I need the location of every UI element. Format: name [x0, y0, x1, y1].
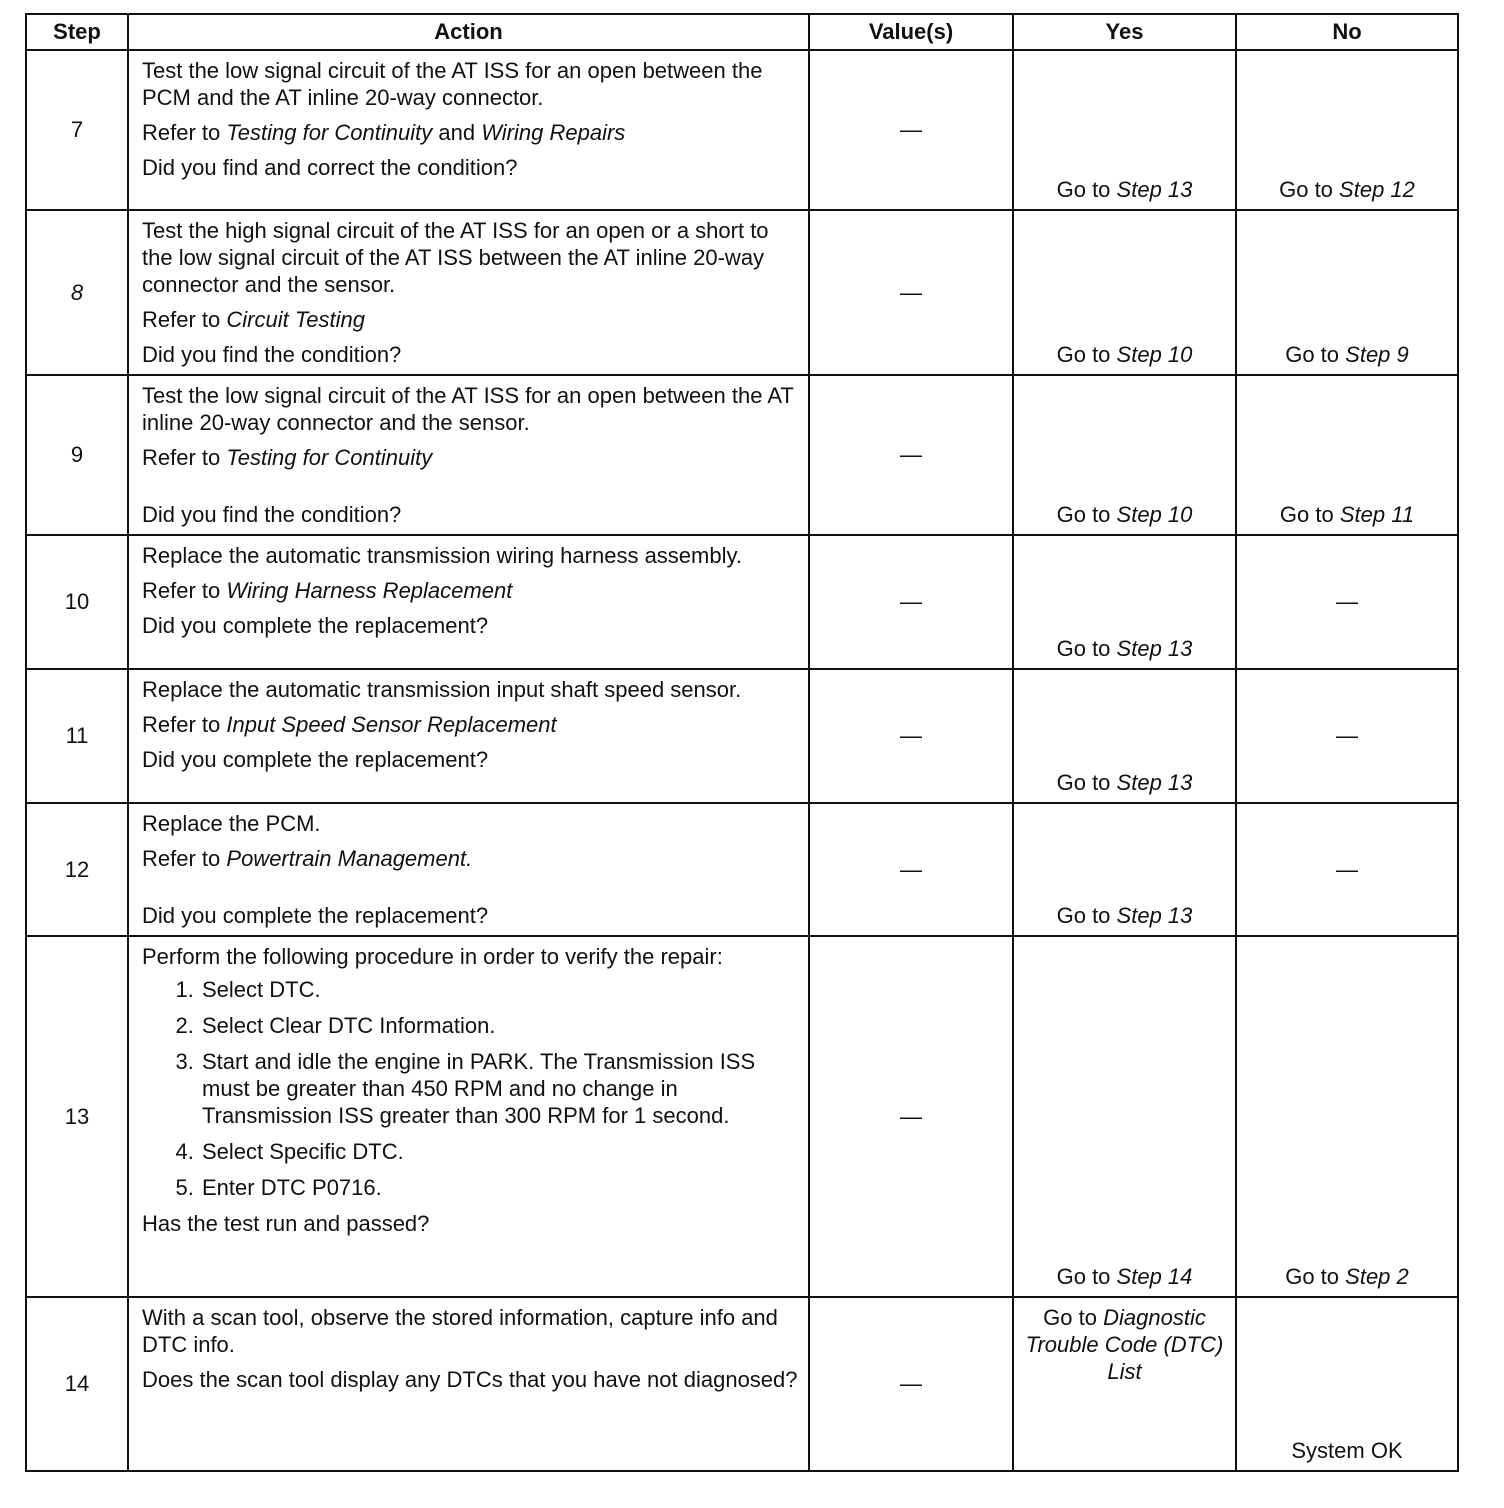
action-cell: [128, 375, 809, 535]
value-cell: —: [809, 210, 1013, 375]
action-cell: [128, 936, 809, 1297]
step-number: 13: [26, 936, 128, 1297]
reference-link: Wiring Harness Replacement: [226, 578, 513, 603]
yes-cell: Go to Step 10: [1013, 210, 1236, 375]
action-text: Test the low signal circuit of the AT ISS for an open between the AT inline 20-way connector and the sensor.: [142, 383, 794, 435]
no-cell: Go to Step 11: [1236, 375, 1458, 535]
reference-line: Refer to Input Speed Sensor Replacement: [142, 712, 557, 737]
no-cell: —: [1236, 669, 1458, 803]
reference-line: Refer to Testing for Continuity: [142, 445, 433, 470]
list-item: 4. Select Specific DTC.: [200, 1138, 798, 1165]
table-row: [26, 1297, 1458, 1471]
yes-cell: Go to Step 13: [1013, 535, 1236, 669]
no-cell: Go to Step 2: [1236, 936, 1458, 1297]
no-cell: Go to Step 12: [1236, 50, 1458, 210]
value-cell: —: [809, 50, 1013, 210]
step-number: 8: [26, 210, 128, 375]
yes-cell: Go to Step 14: [1013, 936, 1236, 1297]
header-yes: Yes: [1013, 14, 1236, 50]
action-question: Has the test run and passed?: [142, 1211, 430, 1236]
step-number: 10: [26, 535, 128, 669]
reference-link: Testing for Continuity: [226, 445, 433, 470]
header-no: No: [1236, 14, 1458, 50]
step-number: 7: [26, 50, 128, 210]
action-question: Did you complete the replacement?: [142, 747, 489, 772]
procedure-list: [142, 976, 798, 1201]
reference-link: Testing for Continuity: [226, 120, 433, 145]
action-text: With a scan tool, observe the stored information, capture info and DTC info.: [142, 1305, 778, 1357]
header-step: Step: [26, 14, 128, 50]
table-row: [26, 936, 1458, 1297]
reference-link: Input Speed Sensor Replacement: [226, 712, 557, 737]
action-cell: [128, 50, 809, 210]
list-item: 3. Start and idle the engine in PARK. The Transmission ISS must be greater than 450 RPM and no change in Transmission ISS greater than 300 RPM for 1 second.: [200, 1048, 798, 1129]
reference-link: Circuit Testing: [226, 307, 365, 332]
value-cell: —: [809, 936, 1013, 1297]
action-text: Perform the following procedure in order to verify the repair:: [142, 944, 723, 969]
reference-line: Refer to Testing for Continuity and Wiring Repairs: [142, 120, 626, 145]
step-number: 12: [26, 803, 128, 936]
reference-line: Refer to Wiring Harness Replacement: [142, 578, 513, 603]
step-number: 14: [26, 1297, 128, 1471]
action-question: Did you complete the replacement?: [142, 903, 489, 928]
reference-line: Refer to Powertrain Management.: [142, 846, 473, 871]
value-cell: —: [809, 375, 1013, 535]
header-action: Action: [128, 14, 809, 50]
table-row: [26, 50, 1458, 210]
header-row: [26, 14, 1458, 50]
action-question: Did you complete the replacement?: [142, 613, 489, 638]
list-item: 2. Select Clear DTC Information.: [200, 1012, 798, 1039]
yes-cell: Go to Step 13: [1013, 50, 1236, 210]
no-cell: —: [1236, 535, 1458, 669]
no-cell: Go to Step 9: [1236, 210, 1458, 375]
value-cell: —: [809, 1297, 1013, 1471]
action-question: Did you find and correct the condition?: [142, 155, 518, 180]
reference-link: Wiring Repairs: [481, 120, 626, 145]
header-values: Value(s): [809, 14, 1013, 50]
list-item: 1. Select DTC.: [200, 976, 798, 1003]
table-row: [26, 210, 1458, 375]
value-cell: —: [809, 803, 1013, 936]
list-item: 5. Enter DTC P0716.: [200, 1174, 798, 1201]
yes-cell: Go to Step 13: [1013, 669, 1236, 803]
action-text: Replace the automatic transmission wiring harness assembly.: [142, 543, 742, 568]
value-cell: —: [809, 669, 1013, 803]
yes-cell: Go to Diagnostic Trouble Code (DTC) List: [1013, 1297, 1236, 1471]
action-text: Test the low signal circuit of the AT ISS for an open between the PCM and the AT inline 20-way connector.: [142, 58, 763, 110]
action-cell: [128, 535, 809, 669]
table-row: [26, 803, 1458, 936]
action-text: Test the high signal circuit of the AT ISS for an open or a short to the low signal circuit of the AT ISS between the AT inline 20-way connector and the sensor.: [142, 218, 769, 297]
action-text: Replace the PCM.: [142, 811, 321, 836]
action-cell: [128, 210, 809, 375]
table-row: [26, 375, 1458, 535]
yes-cell: Go to Step 10: [1013, 375, 1236, 535]
action-cell: [128, 1297, 809, 1471]
yes-cell: Go to Step 13: [1013, 803, 1236, 936]
no-cell: System OK: [1236, 1297, 1458, 1471]
table-row: [26, 535, 1458, 669]
action-cell: [128, 669, 809, 803]
table-row: [26, 669, 1458, 803]
action-question: Does the scan tool display any DTCs that you have not diagnosed?: [142, 1367, 798, 1392]
step-number: 11: [26, 669, 128, 803]
action-cell: [128, 803, 809, 936]
reference-line: Refer to Circuit Testing: [142, 307, 365, 332]
action-text: Replace the automatic transmission input shaft speed sensor.: [142, 677, 742, 702]
diagnostic-table: [25, 13, 1459, 1472]
action-question: Did you find the condition?: [142, 502, 402, 527]
action-question: Did you find the condition?: [142, 342, 402, 367]
no-cell: —: [1236, 803, 1458, 936]
value-cell: —: [809, 535, 1013, 669]
step-number: 9: [26, 375, 128, 535]
reference-link: Powertrain Management.: [226, 846, 473, 871]
